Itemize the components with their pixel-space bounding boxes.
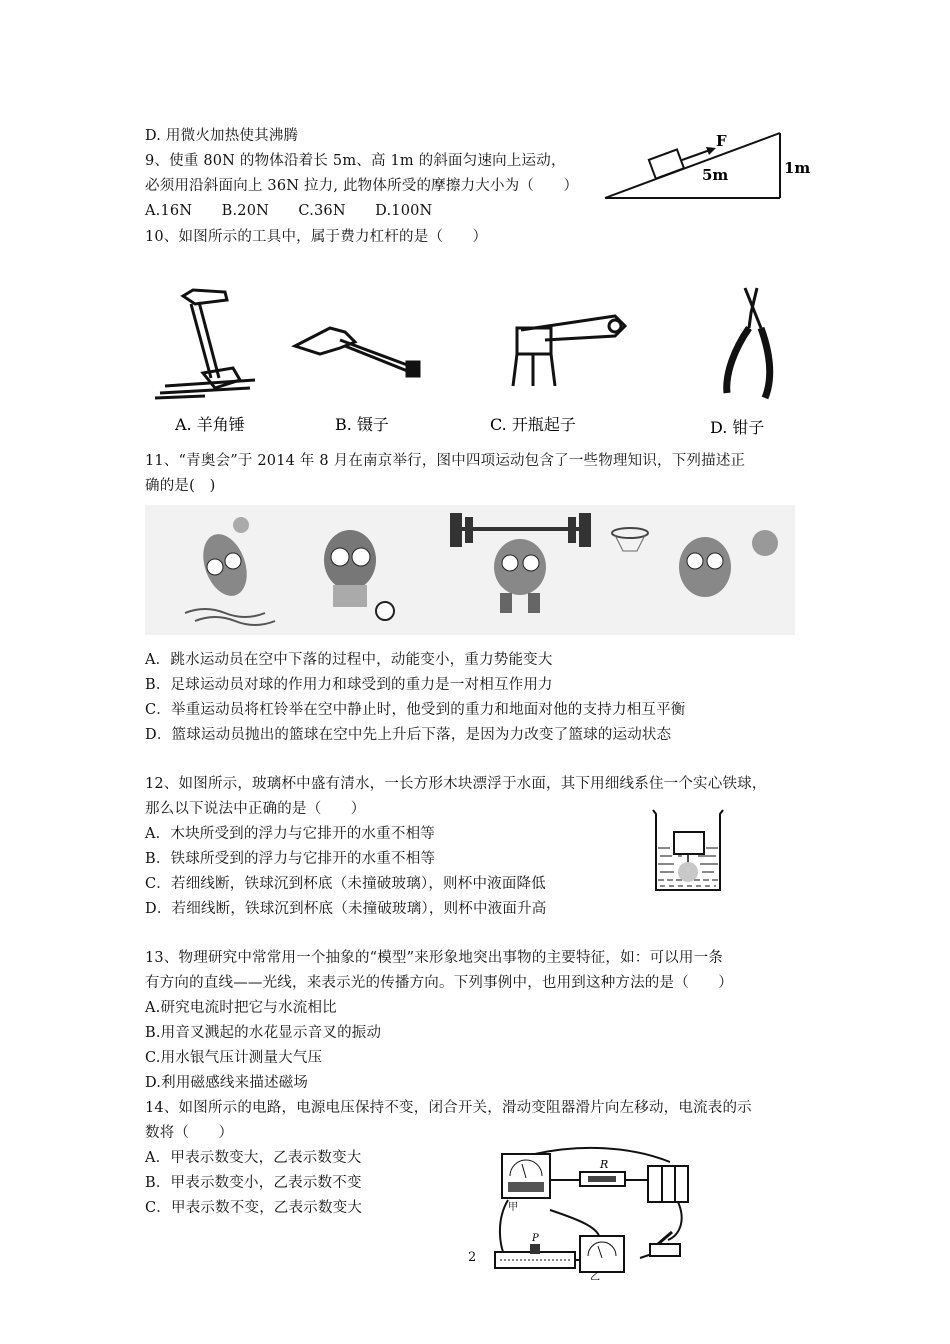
tool-label-d: D. 钳子 bbox=[710, 418, 765, 437]
slider-label: P bbox=[532, 1233, 539, 1244]
meter-a-label: 甲 bbox=[508, 1202, 518, 1213]
force-label: F bbox=[716, 132, 727, 150]
q8-option-d: D. 用微火加热使其沸腾 bbox=[145, 128, 299, 144]
q10-stem: 10、如图所示的工具中，属于费力杠杆的是（ ） bbox=[145, 229, 488, 245]
incline-figure bbox=[600, 128, 815, 203]
circuit-figure bbox=[490, 1140, 700, 1280]
q12-option-a: A．木块所受到的浮力与它排开的水重不相等 bbox=[145, 826, 435, 842]
page-number: 2 bbox=[468, 1250, 477, 1265]
q12-option-d: D．若细线断，铁球沉到杯底（未撞破玻璃），则杯中液面升高 bbox=[145, 901, 547, 917]
q11-option-d: D．篮球运动员抛出的篮球在空中先上升后下落，是因为力改变了篮球的运动状态 bbox=[145, 727, 672, 743]
basketball-icon bbox=[752, 530, 778, 556]
football-icon bbox=[376, 602, 394, 620]
beaker-figure bbox=[648, 808, 728, 893]
meter-b-label: 乙 bbox=[590, 1272, 600, 1280]
q12-option-b: B．铁球所受到的浮力与它排开的水重不相等 bbox=[145, 851, 436, 867]
q13-stem-line2: 有方向的直线——光线，来表示光的传播方向。下列事例中，也用到这种方法的是（ ） bbox=[145, 975, 733, 991]
claw-hammer-icon bbox=[155, 290, 255, 398]
resistor-icon bbox=[580, 1172, 625, 1186]
q12-stem-line2: 那么以下说法中正确的是（ ） bbox=[145, 801, 366, 817]
q9-options: A.16N B.20N C.36N D.100N bbox=[145, 203, 433, 219]
block-shape bbox=[649, 149, 684, 178]
wood-block-shape bbox=[674, 832, 704, 854]
q13-stem-line1: 13、物理研究中常常用一个抽象的“模型”来形象地突出事物的主要特征，如：可以用一条 bbox=[145, 950, 723, 966]
tool-label-b: B. 镊子 bbox=[335, 415, 389, 434]
ammeter-b-icon bbox=[580, 1236, 624, 1272]
pliers-icon bbox=[727, 288, 770, 398]
q13-option-a: A.研究电流时把它与水流相比 bbox=[145, 1000, 337, 1016]
length-label: 5m bbox=[702, 166, 729, 184]
q14-stem-line1: 14、如图所示的电路，电源电压保持不变，闭合开关，滑动变阻器滑片向左移动，电流表的示 bbox=[145, 1100, 752, 1116]
ammeter-a-icon bbox=[502, 1154, 550, 1198]
q11-option-c: C．举重运动员将杠铃举在空中静止时，他受到的重力和地面对他的支持力相互平衡 bbox=[145, 702, 686, 718]
q14-option-a: A．甲表示数变大，乙表示数变大 bbox=[145, 1150, 362, 1166]
battery-icon bbox=[648, 1166, 688, 1202]
q13-option-c: C.用水银气压计测量大气压 bbox=[145, 1050, 323, 1066]
tool-label-a: A. 羊角锤 bbox=[175, 415, 245, 434]
q11-stem-line2: 确的是( ) bbox=[145, 478, 216, 494]
tools-figure bbox=[145, 268, 795, 440]
q11-stem-line1: 11、“青奥会”于 2014 年 8 月在南京举行，图中四项运动包含了一些物理知识，下列描述正 bbox=[145, 453, 746, 469]
height-label: 1m bbox=[784, 159, 811, 177]
q11-option-a: A．跳水运动员在空中下落的过程中，动能变小，重力势能变大 bbox=[145, 652, 553, 668]
q14-stem-line2: 数将（ ） bbox=[145, 1125, 234, 1141]
q14-option-c: C．甲表示数不变，乙表示数变大 bbox=[145, 1200, 363, 1216]
iron-ball-shape bbox=[678, 862, 698, 882]
tool-label-c: C. 开瓶起子 bbox=[490, 415, 576, 434]
q13-option-b: B.用音叉溅起的水花显示音叉的振动 bbox=[145, 1025, 382, 1041]
bottle-opener-icon bbox=[513, 316, 625, 386]
q9-stem-line2: 必须用沿斜面向上 36N 拉力, 此物体所受的摩擦力大小为（ ） bbox=[145, 178, 579, 194]
rheostat-icon bbox=[495, 1244, 575, 1268]
olympics-figure bbox=[145, 505, 795, 635]
tweezers-icon bbox=[295, 328, 419, 376]
q9-stem-line1: 9、使重 80N 的物体沿着长 5m、高 1m 的斜面匀速向上运动， bbox=[145, 153, 566, 169]
q12-stem-line1: 12、如图所示，玻璃杯中盛有清水，一长方形木块漂浮于水面，其下用细线系住一个实心铁球， bbox=[145, 776, 767, 792]
resistor-label: R bbox=[600, 1158, 609, 1171]
q12-option-c: C．若细线断，铁球沉到杯底（未撞破玻璃），则杯中液面降低 bbox=[145, 876, 546, 892]
force-arrow bbox=[682, 150, 710, 160]
q11-option-b: B．足球运动员对球的作用力和球受到的重力是一对相互作用力 bbox=[145, 677, 553, 693]
q13-option-d: D.利用磁感线来描述磁场 bbox=[145, 1075, 309, 1091]
q14-option-b: B．甲表示数变小，乙表示数不变 bbox=[145, 1175, 362, 1191]
